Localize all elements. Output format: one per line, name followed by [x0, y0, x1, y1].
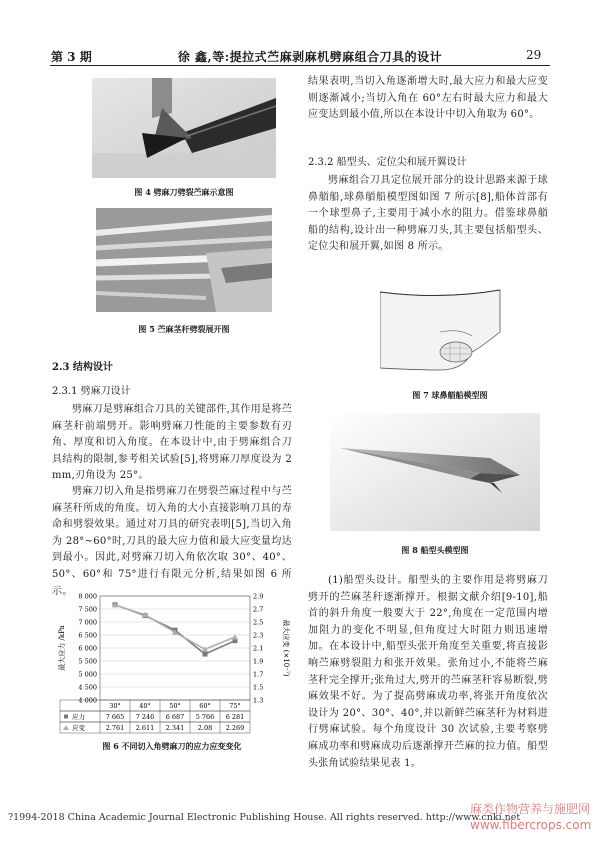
y-tick-right: 1.7: [253, 670, 264, 679]
table-cell: 7 246: [135, 713, 155, 721]
figure-8-caption: 图 8 船型头模型图: [401, 545, 469, 555]
figure-6-chart: [52, 590, 292, 740]
y-tick-right: 2.7: [253, 605, 264, 614]
section-2-3-1-heading: 2.3.1 劈麻刀设计: [52, 386, 131, 397]
table-cell: 2.08: [197, 724, 213, 732]
y-tick-left: 4 500: [78, 683, 97, 692]
table-row-frame: [60, 722, 250, 733]
x-tick-label: 30°: [109, 702, 121, 710]
table-row-frame: [60, 711, 250, 722]
y-tick-left: 7 500: [78, 605, 97, 614]
header-rule: [50, 65, 550, 66]
y-tick-right: 2.3: [253, 631, 264, 640]
y-tick-left: 5 500: [78, 657, 97, 666]
running-title: 徐 鑫,等:提拉式苎麻剥麻机劈麻组合刀具的设计: [177, 50, 443, 64]
legend-key-stress: [64, 715, 68, 719]
figure-7-caption: 图 7 球鼻艏船模型图: [412, 390, 488, 400]
figure-7-image: [380, 270, 520, 382]
figure-4-photo: [92, 78, 276, 178]
figure-6-caption: 图 6 不同切入角劈麻刀的应力应变变化: [102, 741, 242, 751]
stress-strain-chart-svg: [52, 590, 292, 740]
page-number: 29: [526, 48, 542, 62]
y-tick-right: 1.3: [253, 696, 264, 705]
y-tick-left: 6 000: [78, 644, 97, 653]
table-cell: 5 766: [195, 713, 215, 721]
data-point-stress: [203, 652, 208, 657]
figure-8-image: [330, 413, 540, 531]
y-axis-label-left: 最大应力 /kPa: [58, 625, 66, 671]
watermark-url: www.fibercrops.com: [470, 818, 592, 832]
x-tick-label: 40°: [139, 702, 151, 710]
x-tick-label: 50°: [169, 702, 181, 710]
x-tick-label: 75°: [229, 702, 241, 710]
paragraph-results: 结果表明,当切入角逐渐增大时,最大应力和最大应变则逐渐减小;当切入角在 60°左右时最大应力和最大应变达到最小值,所以在本设计中切入角取为 60°。: [308, 76, 548, 121]
table-cell: 2.761: [105, 724, 125, 732]
y-tick-left: 6 500: [78, 631, 97, 640]
y-tick-left: 7 000: [78, 618, 97, 627]
figure-5-photo: [96, 208, 272, 312]
table-cell: 2.341: [165, 724, 185, 732]
x-tick-label: 60°: [199, 702, 211, 710]
y-tick-right: 2.1: [253, 644, 264, 653]
section-2-3-2-heading: 2.3.2 船型头、定位尖和展开翼设计: [308, 157, 467, 168]
y-tick-left: 5 000: [78, 670, 97, 679]
paragraph-blade-design: 劈麻刀是劈麻组合刀具的关键部件,其作用是将苎麻茎秆前端劈开。影响劈麻刀性能的主要参数有刃角、厚度和切入角度。在本设计中,由于劈麻组合刀具结构的限制,参考相关试验[5],将劈麻刀厚度设为 2 mm,刃角设为 25°。: [52, 404, 292, 482]
y-tick-left: 8 000: [78, 592, 97, 601]
figure-5-caption: 图 5 苎麻茎秆劈裂展开图: [138, 324, 230, 334]
figure-4-caption: 图 4 劈麻刀劈裂苎麻示意图: [134, 187, 234, 197]
copyright-footer: ?1994-2018 China Academic Journal Electronic Publishing House. All rights reserved. http://www.cnki.net: [8, 812, 521, 823]
table-cell: 6 281: [225, 713, 245, 721]
y-tick-right: 1.9: [253, 657, 264, 666]
series-line-strain: [115, 605, 235, 649]
paragraph-bulbous-bow: 劈麻组合刀具定位展开部分的设计思路来源于球鼻艏船,球鼻艏船模型图如图 7 所示[8],船体首部有一个球型鼻子,主要用于减小水的阻力。借鉴球鼻艏船的结构,设计出一种劈麻刀头,其主要包括船型头、定位尖和展开翼,如图 8 所示。: [308, 175, 548, 253]
paragraph-ship-head-design: (1)船型头设计。船型头的主要作用是将劈麻刀劈开的苎麻茎秆逐渐撑开。根据文献介绍[9-10],船首的斜升角度一般要大于 22°,角度在一定范围内增加阻力的变化不明显,但角度过大时阻力则迅速增加。在本设计中,船型头张开角度至关重要,将直接影响苎麻劈裂阻力和张开效果。张角过小,不能将苎麻茎秆完全撑开;张角过大,劈开的苎麻茎秆容易断裂,劈麻效果不好。为了提高劈麻成功率,将张开角度依次设计为 20°、30°、40°,并以新鲜苎麻茎秆为材料进行劈麻试验。每个角度设计 30 次试验,主要考察劈麻成功率和劈麻成功后逐渐撑开苎麻的拉力值。船型头张角试验结果见表 1。: [308, 575, 548, 769]
table-cell: 7 665: [105, 713, 125, 721]
table-cell: 2.269: [225, 724, 245, 732]
legend-key-strain: [63, 725, 69, 730]
table-cell: 2.611: [135, 724, 155, 732]
watermark-chinese: 麻类作物营养与施肥网: [470, 802, 591, 816]
table-cell: 6 687: [165, 713, 185, 721]
y-tick-left: 4 000: [78, 696, 97, 705]
paragraph-cut-angle: 劈麻刀切入角是指劈麻刀在劈裂苎麻过程中与苎麻茎秆所成的角度。切入角的大小直接影响刀具的寿命和劈裂效果。通过对刀具的研究表明[5],当切入角为 28°~60°时,刀具的最大应力值和最大应变量均达到最小。因此,对劈麻刀切入角依次取 30°、40°、50°、60°和 75°进行有限元分析,结果如图 6 所示。: [52, 486, 292, 597]
issue-label: 第 3 期: [51, 50, 92, 64]
y-tick-right: 1.5: [253, 683, 264, 692]
y-tick-right: 2.9: [253, 592, 264, 601]
table-row-label: 应力: [72, 713, 85, 721]
table-row-label: 应变: [72, 724, 85, 732]
y-tick-right: 2.5: [253, 618, 264, 627]
section-2-3-heading: 2.3 结构设计: [52, 362, 113, 373]
y-axis-label-right: 最大应变 (×10⁻⁷): [282, 619, 290, 677]
